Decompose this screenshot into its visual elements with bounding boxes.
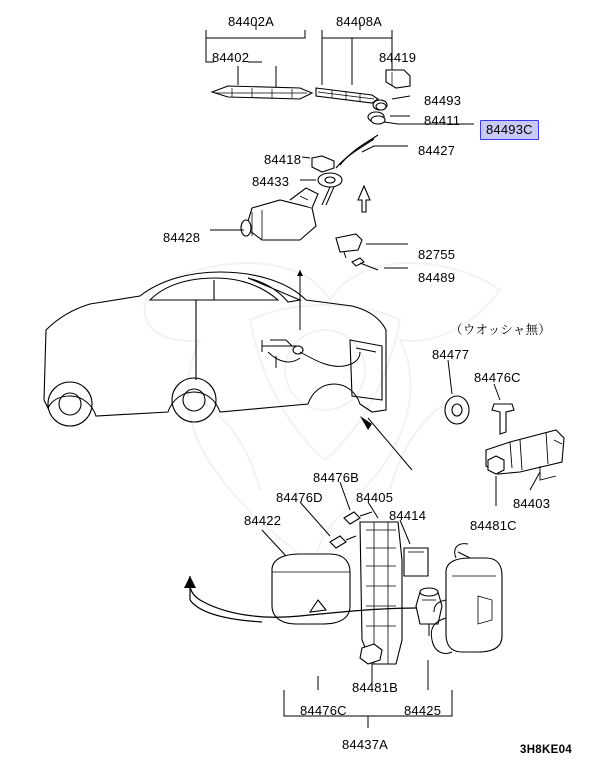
label-84419: 84419 [379, 50, 417, 65]
label-84428: 84428 [163, 230, 201, 245]
diagram-code: 3H8KE04 [520, 744, 572, 756]
label-84425: 84425 [404, 703, 442, 718]
label-84493C-highlighted[interactable]: 84493C [480, 120, 539, 140]
label-84414: 84414 [389, 508, 427, 523]
label-84433: 84433 [252, 174, 290, 189]
label-84481C: 84481C [470, 518, 517, 533]
label-84403: 84403 [513, 496, 551, 511]
label-84427: 84427 [418, 143, 456, 158]
label-84437A: 84437A [342, 737, 389, 752]
label-84476C-right: 84476C [474, 370, 521, 385]
label-84476C-bottom: 84476C [300, 703, 347, 718]
label-84476B: 84476B [313, 470, 360, 485]
washer-tank-group [184, 482, 502, 728]
label-84477: 84477 [432, 347, 470, 362]
label-84402: 84402 [212, 50, 250, 65]
label-82755: 82755 [418, 247, 456, 262]
label-84481B: 84481B [352, 680, 399, 695]
label-84418: 84418 [264, 152, 302, 167]
label-84422: 84422 [244, 513, 282, 528]
label-84411: 84411 [424, 113, 461, 128]
car-outline [44, 272, 412, 470]
note-washerless: （ウオッシャ無） [450, 323, 551, 337]
label-84402A: 84402A [228, 14, 275, 29]
label-84408A: 84408A [336, 14, 383, 29]
label-84489: 84489 [418, 270, 456, 285]
label-84493: 84493 [424, 93, 462, 108]
label-84405: 84405 [356, 490, 394, 505]
watermark-crest [145, 263, 500, 575]
label-84476D: 84476D [276, 490, 323, 505]
